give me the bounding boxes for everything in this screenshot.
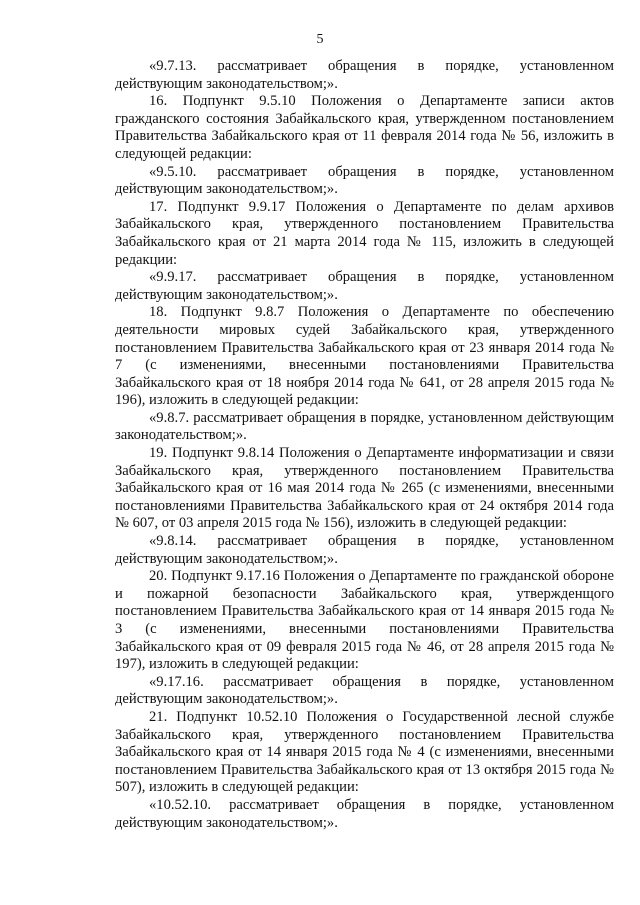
- page-number: 5: [316, 32, 324, 47]
- paragraph-item-21: 21. Подпункт 10.52.10 Положения о Государственной лесной службе Забайкальского края, утвержденного постановлением Правительства Забайкальского края от 14 января 2015 года № 4 (с изменениями, внесенными постановлением Правительства Забайкальского края от 13 октября 2015 года № 507), изложить в следующей редакции:: [115, 708, 614, 796]
- paragraph-item-16: 16. Подпункт 9.5.10 Положения о Департаменте записи актов гражданского состояния Забайкальского края, утвержденном постановлением Правительства Забайкальского края от 11 февраля 2014 года № 56, изложить в следующей редакции:: [115, 93, 614, 162]
- paragraph-9-9-17: «9.9.17. рассматривает обращения в порядке, установленном действующим законодательством;».: [115, 269, 614, 303]
- paragraph-9-8-14: «9.8.14. рассматривает обращения в порядке, установленном действующим законодательством;».: [115, 533, 614, 567]
- document-body: [115, 58, 614, 832]
- paragraph-item-17: 17. Подпункт 9.9.17 Положения о Департаменте по делам архивов Забайкальского края, утвержденного постановлением Правительства Забайкальского края от 21 марта 2014 года № 115, изложить в следующей редакции:: [115, 198, 614, 268]
- paragraph-10-52-10: «10.52.10. рассматривает обращения в порядке, установленном действующим законодательством;».: [115, 796, 614, 831]
- paragraph-item-20: 20. Подпункт 9.17.16 Положения о Департаменте по гражданской обороне и пожарной безопасности Забайкальского края, утвержденщого постановлением Правительства Забайкальского края от 14 января 2015 года № 3 (с изменениями, внесенными постановлениями Правительства Забайкальского края от 09 февраля 2015 года № 46, от 28 апреля 2015 года № 197), изложить в следующей редакции:: [115, 568, 614, 673]
- paragraph-item-19: 19. Подпункт 9.8.14 Положения о Департаменте информатизации и связи Забайкальского края, утвержденного постановлением Правительства Забайкальского края от 16 мая 2014 года № 265 (с изменениями, внесенными постановлениями Правительства Забайкальского края от 24 октября 2014 года № 607, от 03 апреля 2015 года № 156), изложить в следующей редакции:: [115, 445, 614, 532]
- paragraph-9-17-16: «9.17.16. рассматривает обращения в порядке, установленном действующим законодательством;».: [115, 673, 614, 708]
- paragraph-item-18: 18. Подпункт 9.8.7 Положения о Департаменте по обеспечению деятельности мировых судей Забайкальского края, утвержденного постановлением Правительства Забайкальского края от 23 января 2014 года № 7 (с изменениями, внесенными постановлениями Правительства Забайкальского края от 18 ноября 2014 года № 641, от 28 апреля 2015 года № 196), изложить в следующей редакции:: [115, 304, 614, 409]
- paragraph-9-8-7: «9.8.7. рассматривает обращения в порядке, установленном действующим законодательством;».: [115, 409, 614, 444]
- paragraph-9-7-13: «9.7.13. рассматривает обращения в порядке, установленном действующим законодательством;».: [115, 58, 614, 92]
- paragraph-9-5-10: «9.5.10. рассматривает обращения в порядке, установленном действующим законодательством;».: [115, 163, 614, 198]
